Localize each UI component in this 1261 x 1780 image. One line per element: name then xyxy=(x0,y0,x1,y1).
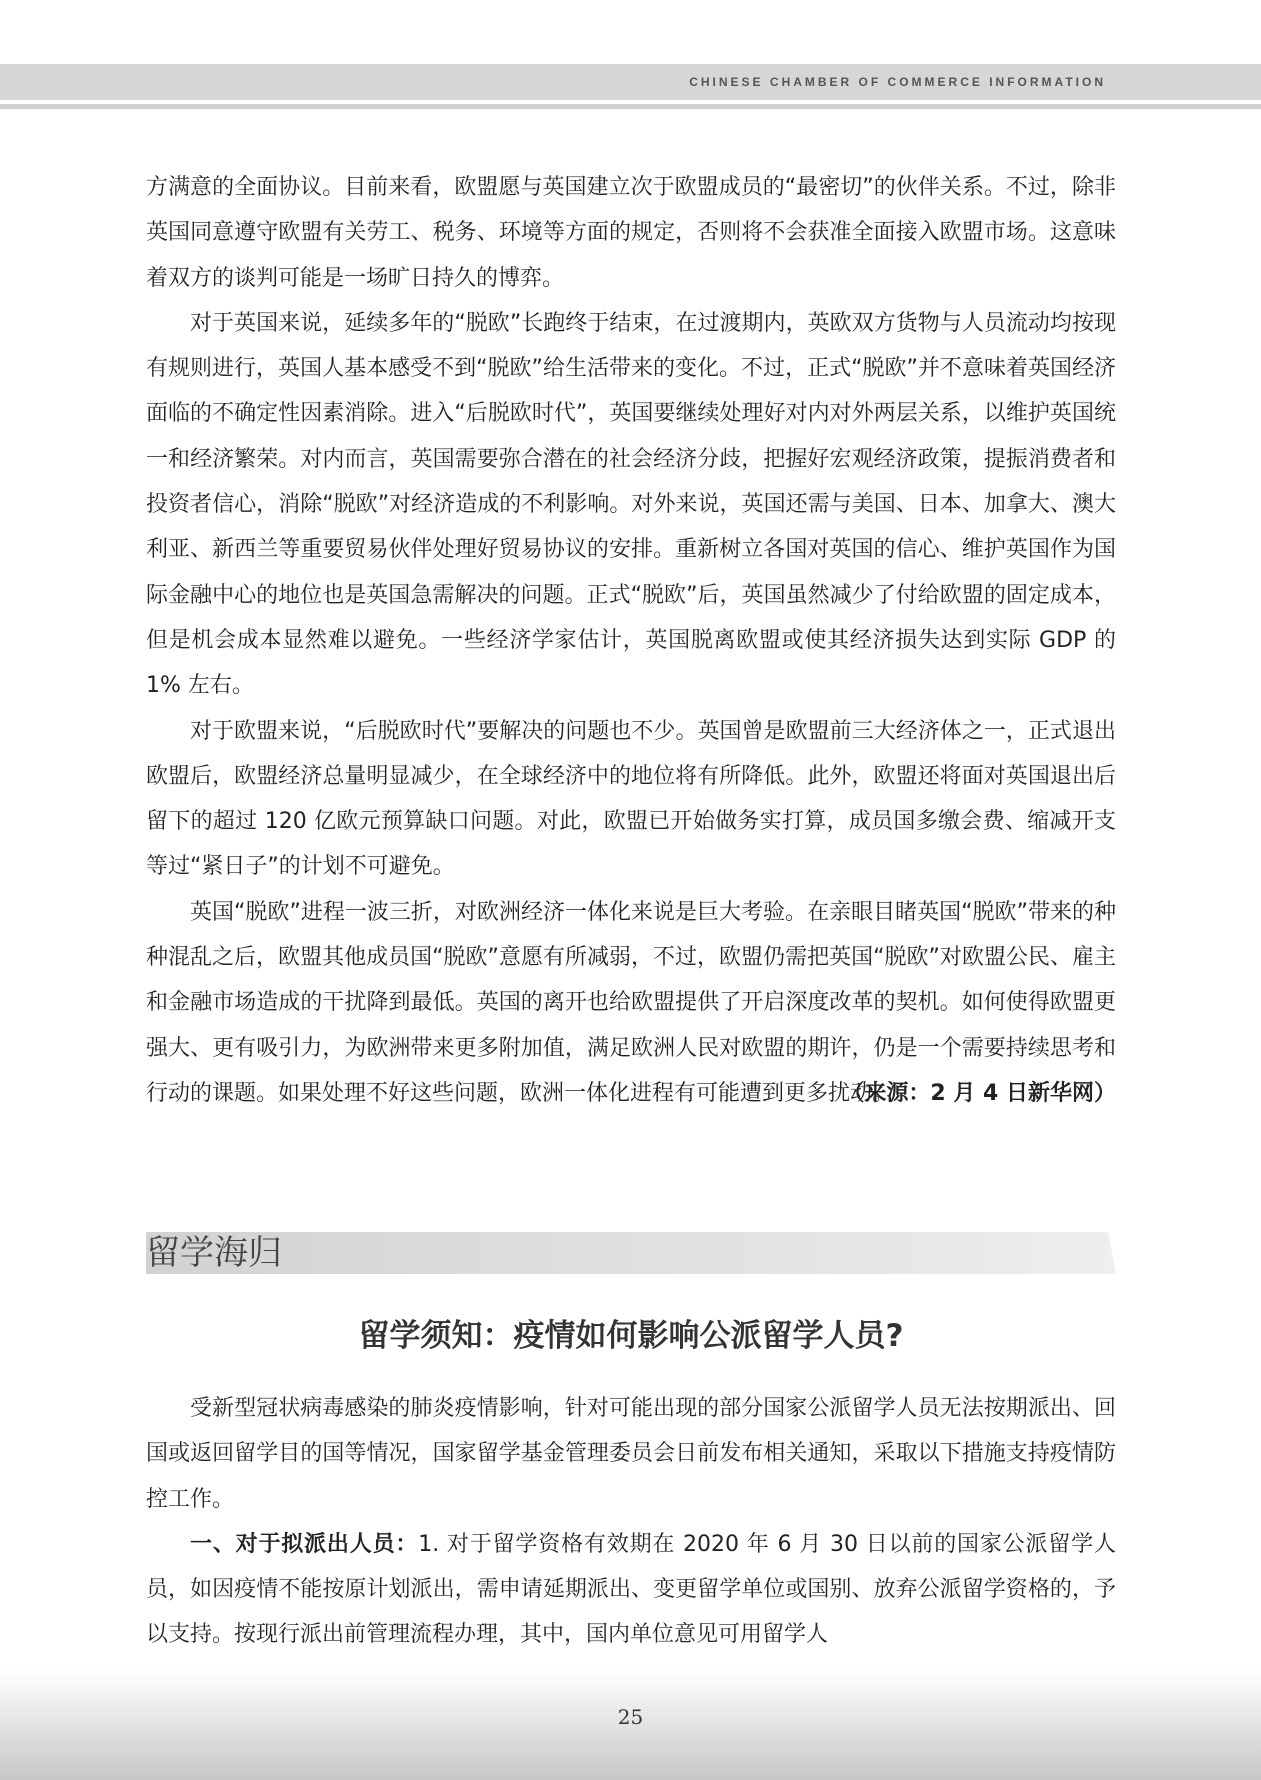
article-title: 留学须知：疫情如何影响公派留学人员? xyxy=(358,1318,904,1354)
section-title: 留学海归 xyxy=(146,1233,282,1273)
paragraph: 受新型冠状病毒感染的肺炎疫情影响，针对可能出现的部分国家公派留学人员无法按期派出、回国或返回留学目的国等情况，国家留学基金管理委员会日前发布相关通知，采取以下措施支持疫情防控工作。 xyxy=(146,1396,1116,1512)
page-number: 25 xyxy=(617,1705,644,1729)
paragraph: 对于英国来说，延续多年的“脱欧”长跑终于结束，在过渡期内，英欧双方货物与人员流动均按现有规则进行，英国人基本感受不到“脱欧”给生活带来的变化。不过，正式“脱欧”并不意味着英国经济面临的不确定性因素消除。进入“后脱欧时代”，英国要继续处理好对内对外两层关系，以维护英国统一和经济繁荣。对内而言，英国需要弥合潜在的社会经济分歧，把握好宏观经济政策，提振消费者和投资者信心，消除“脱欧”对经济造成的不利影响。对外来说，英国还需与美国、日本、加拿大、澳大利亚、新西兰等重要贸易伙伴处理好贸易协议的安排。重新树立各国对英国的信心、维护英国作为国际金融中心的地位也是英国急需解决的问题。正式“脱欧”后，英国虽然减少了付给欧盟的固定成本，但是机会成本显然难以避免。一些经济学家估计，英国脱离欧盟或使其经济损失达到实际 GDP 的 1% 左右。 xyxy=(146,310,1116,699)
section-banner xyxy=(146,1232,1116,1274)
article-body xyxy=(146,165,1116,1116)
point-text: 1. 对于留学资格有效期在 2020 年 6 月 30 日以前的国家公派留学人员，如因疫情不能按原计划派出，需申请延期派出、变更留学单位或国别、放弃公派留学资格的，予以支持。按现行派出前管理流程办理，其中，国内单位意见可用留学人 xyxy=(146,1531,1116,1648)
source-citation: （来源：2 月 4 日新华网） xyxy=(842,1080,1116,1106)
article2-body xyxy=(146,1386,1116,1658)
paragraph: 方满意的全面协议。目前来看，欧盟愿与英国建立次于欧盟成员的“最密切”的伙伴关系。不过，除非英国同意遵守欧盟有关劳工、税务、环境等方面的规定，否则将不会获准全面接入欧盟市场。这意味着双方的谈判可能是一场旷日持久的博弈。 xyxy=(146,175,1116,291)
paragraph: 对于欧盟来说，“后脱欧时代”要解决的问题也不少。英国曾是欧盟前三大经济体之一，正式退出欧盟后，欧盟经济总量明显减少，在全球经济中的地位将有所降低。此外，欧盟还将面对英国退出后留下的超过 120 亿欧元预算缺口问题。对此，欧盟已开始做务实打算，成员国多缴会费、缩减开支等过“紧日子”的计划不可避免。 xyxy=(146,718,1116,880)
point-lead: 一、对于拟派出人员： xyxy=(190,1531,419,1557)
paragraph: 英国“脱欧”进程一波三折，对欧洲经济一体化来说是巨大考验。在亲眼目睹英国“脱欧”带来的种种混乱之后，欧盟其他成员国“脱欧”意愿有所减弱，不过，欧盟仍需把英国“脱欧”对欧盟公民、雇主和金融市场造成的干扰降到最低。英国的离开也给欧盟提供了开启深度改革的契机。如何使得欧盟更强大、更有吸引力，为欧洲带来更多附加值，满足欧洲人民对欧盟的期许，仍是一个需要持续思考和行动的课题。如果处理不好这些问题，欧洲一体化进程有可能遭到更多扰动。 xyxy=(146,899,1116,1106)
publication-header: CHINESE CHAMBER OF COMMERCE INFORMATION xyxy=(689,75,1106,89)
paragraph xyxy=(146,1522,1116,1658)
header-divider xyxy=(0,104,1261,109)
